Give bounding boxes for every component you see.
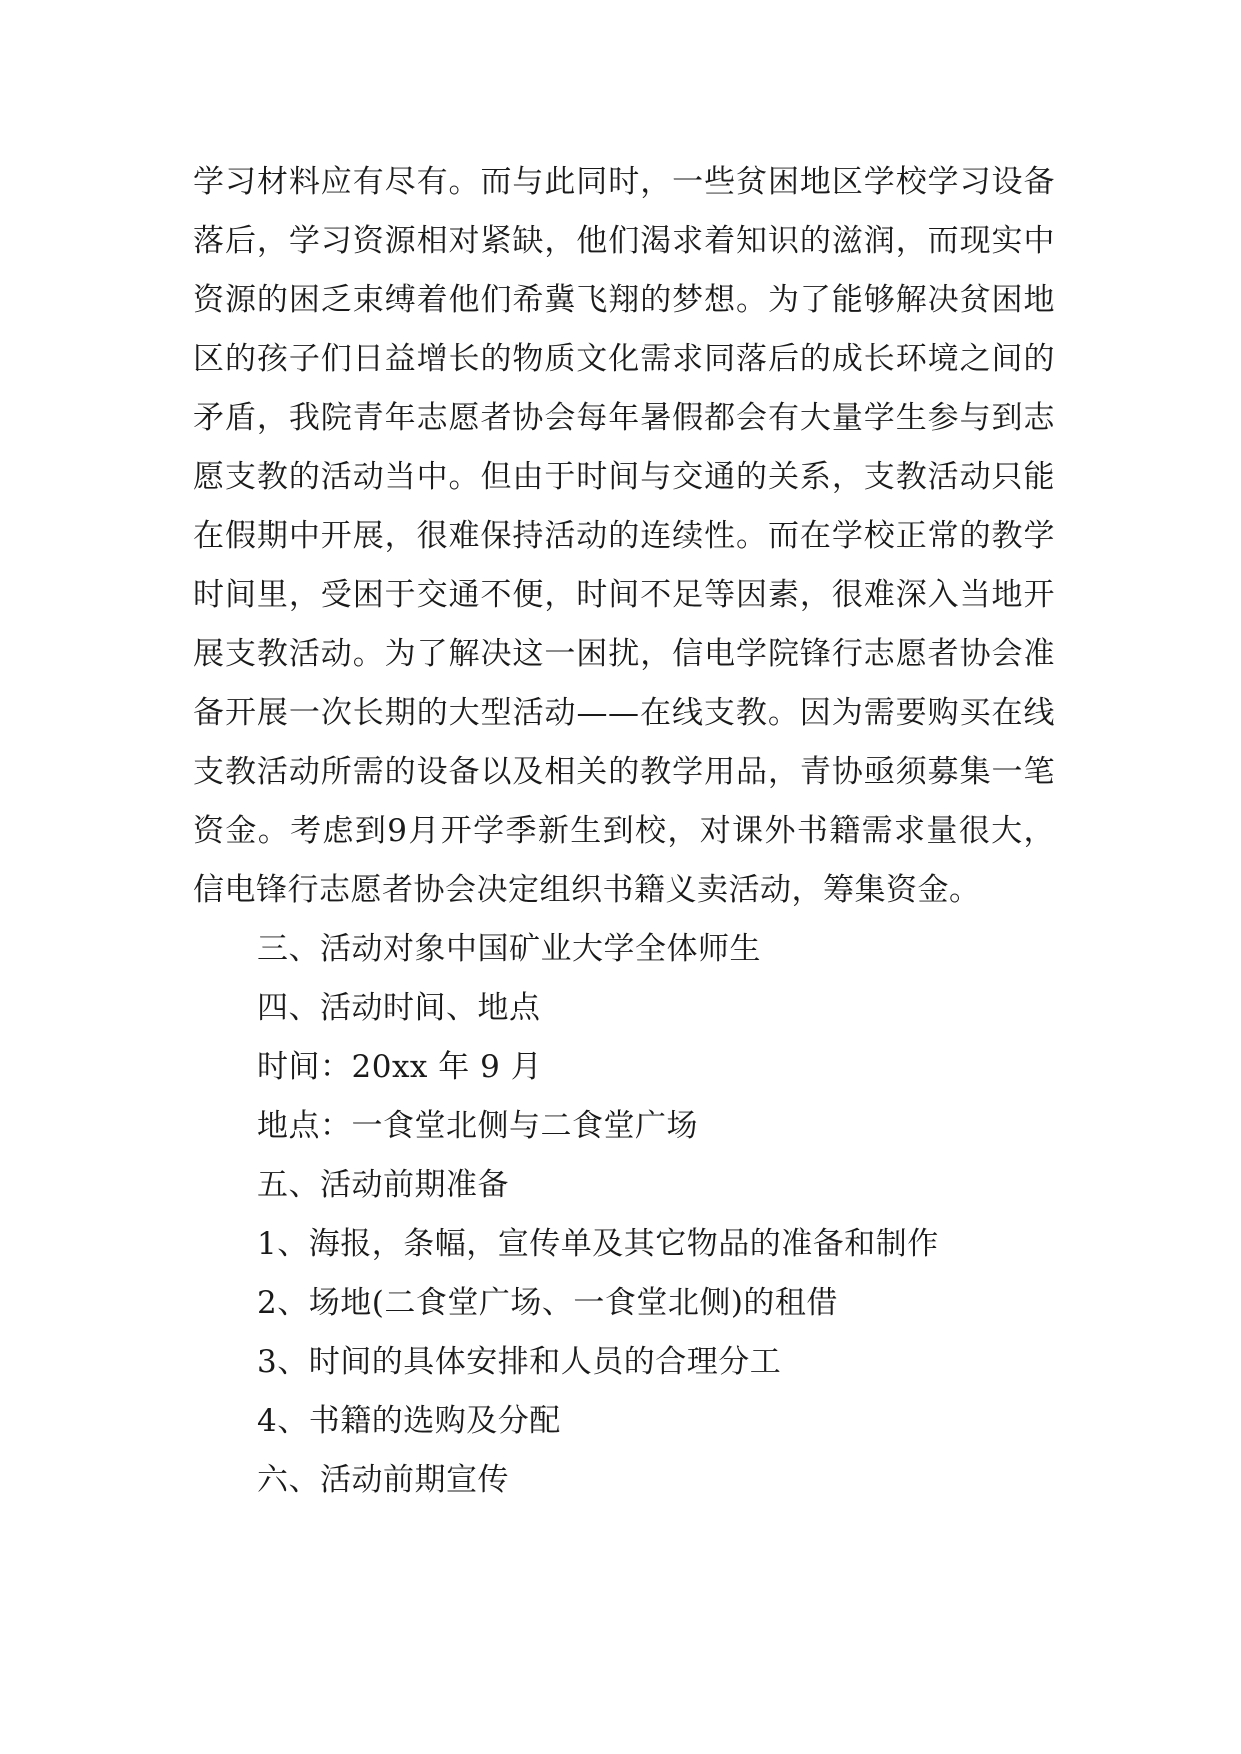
main-paragraph: 学习材料应有尽有。而与此同时，一些贫困地区学校学习设备落后，学习资源相对紧缺，他们渴求着知识的滋润，而现实中资源的困乏束缚着他们希冀飞翔的梦想。为了能够解决贫困地区的孩子们日益增长的物质文化需求同落后的成长环境之间的矛盾，我院青年志愿者协会每年暑假都会有大量学生参与到志愿支教的活动当中。但由于时间与交通的关系，支教活动只能在假期中开展，很难保持活动的连续性。而在学校正常的教学时间里，受困于交通不便，时间不足等因素，很难深入当地开展支教活动。为了解决这一困扰，信电学院锋行志愿者协会准备开展一次长期的大型活动——在线支教。因为需要购买在线支教活动所需的设备以及相关的教学用品，青协亟须募集一笔资金。考虑到9月开学季新生到校，对课外书籍需求量很大，信电锋行志愿者协会决定组织书籍义卖活动，筹集资金。 xyxy=(193,164,1055,908)
time-line: 时间：20xx 年 9 月 xyxy=(257,1049,543,1085)
list-item: 2、场地(二食堂广场、一食堂北侧)的租借 xyxy=(257,1285,838,1321)
list-item: 1、海报，条幅，宣传单及其它物品的准备和制作 xyxy=(257,1226,939,1262)
place-line: 地点：一食堂北侧与二食堂广场 xyxy=(257,1108,698,1144)
document-body xyxy=(193,153,1055,1510)
list-item: 4、书籍的选购及分配 xyxy=(257,1403,561,1439)
section-heading-time-place: 四、活动时间、地点 xyxy=(257,990,541,1026)
section-heading-target-audience: 三、活动对象中国矿业大学全体师生 xyxy=(257,931,761,967)
section-heading-publicity: 六、活动前期宣传 xyxy=(257,1462,509,1498)
list-item: 3、时间的具体安排和人员的合理分工 xyxy=(257,1344,782,1380)
section-heading-preparation: 五、活动前期准备 xyxy=(257,1167,509,1203)
